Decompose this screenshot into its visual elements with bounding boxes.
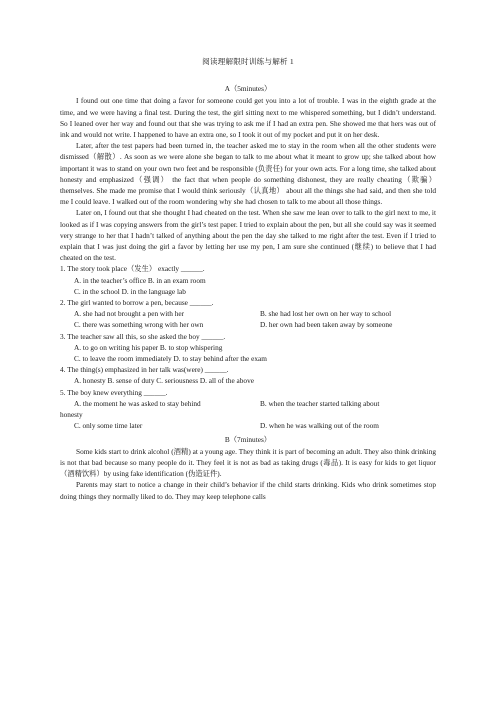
question-2	[60, 297, 436, 331]
question-5	[60, 387, 436, 432]
passage-b-paragraph-1: Some kids start to drink alcohol (酒精) at a young age. They think it is part of becoming an adult. They also think drinking is not that bad because so many people do it. They feel it is not as bad as taking drugs (毒品). It is easy for kids to get liquor （酒精饮料）by using fake identification (伪造证件).	[60, 446, 436, 479]
question-options: A. honesty B. sense of duty C. seriousness D. all of the above	[74, 376, 254, 386]
question-options: C. in the school D. in the language lab	[74, 286, 186, 296]
question-stem: 5. The boy knew everything ______.	[60, 387, 168, 397]
question-options: C. to leave the room immediately D. to stay behind after the exam	[74, 354, 267, 364]
passage-b-paragraph-2: Parents may start to notice a change in their child’s behavior if the child starts drinking. Kids who drink sometimes stop doing things they normally liked to do. They may keep telephone calls	[60, 480, 436, 501]
option-a: A. the moment he was asked to stay behind	[74, 398, 201, 408]
option-d: D. when he was walking out of the room	[260, 421, 379, 431]
option-b-continued: honesty	[60, 410, 83, 420]
option-c: C. there was something wrong with her own	[74, 320, 204, 330]
section-b-heading: B（7minutes）	[224, 434, 272, 444]
option-b: B. when the teacher started talking about	[260, 398, 380, 408]
section-a-heading: A（5minutes）	[224, 84, 272, 94]
passage-a-paragraph-2: Later, after the test papers had been turned in, the teacher asked me to stay in the room when all the other students were dismissed（解散）. As soon as we were alone she began to talk to me about what it meant to grow up; she talked about how important it was to stand on your own two feet and be responsible (负责任) for your own acts. For a long time, she talked about honesty and emphasized（强调） the fact that when people do something dishonest, they are really cheating（欺骗） themselves. She made me promise that I would think seriously（认真地） about all the things she had said, and then she told me I could leave. I walked out of the room wondering why she had chosen to talk to me about all those things.	[60, 141, 436, 207]
question-stem: 1. The story took place（发生） exactly ______.	[60, 264, 205, 274]
question-stem: 3. The teacher saw all this, so she asked the boy ______.	[60, 331, 226, 341]
passage-a-paragraph-1: I found out one time that doing a favor for someone could get you into a lot of trouble. I was in the eighth grade at the time, and we were having a final test. During the test, the girl sitting next to me whispered something, but I didn’t understand. So I leaned over her way and found out that she was trying to ask me if I had an extra pen. She showed me that hers was out of ink and would not write. I happened to have an extra one, so I took it out of my pocket and put it on her desk.	[60, 96, 436, 140]
document-page	[60, 56, 436, 502]
passage-a-paragraph-3: Later on, I found out that she thought I had cheated on the test. When she saw me lean over to talk to the girl next to me, it looked as if I was copying answers from the girl’s test paper. I tried to explain about the pen, but all she could say was it seemed very strange to her that I hadn’t talked of anything about the pen the day she talked to me right after the test. Even if I tried to explain that I was just doing the girl a favor by letting her use my pen, I am sure she continued (继续) to believe that I had cheated on the test.	[60, 208, 436, 263]
question-4	[60, 364, 436, 386]
question-3	[60, 331, 436, 365]
question-stem: 2. The girl wanted to borrow a pen, because ______.	[60, 298, 214, 308]
question-options: A. in the teacher’s office B. in an exam room	[74, 275, 206, 285]
option-a: A. she had not brought a pen with her	[74, 309, 185, 319]
option-d: D. her own had been taken away by someone	[260, 320, 393, 330]
option-c: C. only some time later	[74, 421, 143, 431]
document-title: 阅读理解限时训练与解析 1	[202, 57, 294, 66]
question-options: A. to go on writing his paper B. to stop whispering	[74, 342, 223, 352]
question-1	[60, 263, 436, 297]
option-b: B. she had lost her own on her way to school	[260, 309, 392, 319]
question-stem: 4. The thing(s) emphasized in her talk was(were) ______.	[60, 365, 229, 375]
